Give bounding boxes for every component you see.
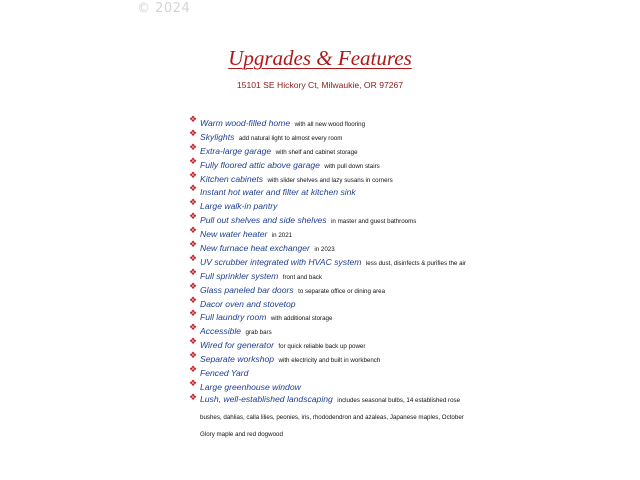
feature-note: with additional storage bbox=[270, 315, 333, 323]
feature-note: less dust, disinfects & purifies the air bbox=[365, 259, 466, 267]
diamond-dots-icon: ❖ bbox=[189, 350, 198, 361]
list-item bbox=[189, 307, 479, 321]
feature-note: to separate office or dining area bbox=[298, 287, 386, 295]
feature-name: New furnace heat exchanger bbox=[200, 243, 310, 254]
diamond-dots-icon: ❖ bbox=[189, 377, 198, 388]
list-item bbox=[189, 196, 479, 210]
diamond-dots-icon: ❖ bbox=[189, 169, 198, 180]
diamond-dots-icon: ❖ bbox=[189, 391, 198, 402]
list-item bbox=[189, 391, 479, 442]
feature-name: Full sprinkler system bbox=[200, 270, 279, 281]
list-item bbox=[189, 182, 479, 196]
feature-name: Full laundry room bbox=[200, 312, 267, 323]
feature-name: Fully floored attic above garage bbox=[200, 159, 320, 170]
feature-name: New water heater bbox=[200, 229, 268, 240]
features-list bbox=[189, 113, 479, 442]
list-item bbox=[189, 294, 479, 308]
feature-name: Lush, well-established landscaping bbox=[200, 393, 333, 404]
list-item bbox=[189, 210, 479, 224]
diamond-dots-icon: ❖ bbox=[189, 364, 198, 375]
feature-note: in 2021 bbox=[271, 232, 293, 240]
feature-name: Warm wood-filled home bbox=[200, 118, 291, 128]
feature-note: with shelf and cabinet storage bbox=[275, 148, 358, 156]
feature-name: Dacor oven and stovetop bbox=[200, 298, 296, 309]
list-item bbox=[189, 252, 479, 266]
list-item bbox=[189, 349, 479, 363]
list-item bbox=[189, 169, 479, 183]
diamond-dots-icon: ❖ bbox=[189, 266, 198, 277]
diamond-dots-icon: ❖ bbox=[189, 252, 198, 263]
feature-note: with slider shelves and lazy susans in corners bbox=[267, 176, 393, 184]
feature-note: in master and guest bathrooms bbox=[331, 218, 417, 226]
feature-note: front and back bbox=[282, 273, 322, 281]
feature-note: with pull down stairs bbox=[324, 162, 380, 170]
list-item bbox=[189, 266, 479, 280]
feature-note: with electricity and built in workbench bbox=[278, 357, 381, 365]
feature-name: UV scrubber integrated with HVAC system bbox=[200, 256, 362, 267]
diamond-dots-icon: ❖ bbox=[189, 127, 198, 138]
page-title: Upgrades & Features bbox=[228, 46, 412, 70]
feature-name: Skylights bbox=[200, 131, 235, 142]
feature-note: grab bars bbox=[245, 329, 272, 337]
list-item bbox=[189, 155, 479, 169]
list-item bbox=[189, 113, 479, 127]
feature-name: Large walk-in pantry bbox=[200, 201, 278, 212]
feature-name: Separate workshop bbox=[200, 354, 275, 365]
diamond-dots-icon: ❖ bbox=[189, 308, 198, 319]
diamond-dots-icon: ❖ bbox=[189, 155, 198, 166]
feature-name: Pull out shelves and side shelves bbox=[200, 215, 327, 226]
diamond-dots-icon: ❖ bbox=[189, 211, 198, 222]
list-item bbox=[189, 127, 479, 141]
diamond-dots-icon: ❖ bbox=[189, 183, 198, 194]
diamond-dots-icon: ❖ bbox=[189, 336, 198, 347]
feature-note: add natural light to almost every room bbox=[238, 134, 343, 142]
diamond-dots-icon: ❖ bbox=[189, 322, 198, 333]
feature-name: Instant hot water and filter at kitchen sink bbox=[200, 187, 356, 198]
property-address: 15101 SE Hickory Ct, Milwaukie, OR 97267 bbox=[236, 80, 404, 90]
feature-name: Glass paneled bar doors bbox=[200, 284, 294, 295]
feature-note: for quick reliable back up power bbox=[278, 343, 366, 351]
diamond-dots-icon: ❖ bbox=[189, 225, 198, 236]
copyright-watermark: © 2024 bbox=[137, 1, 191, 16]
list-item bbox=[189, 238, 479, 252]
diamond-dots-icon: ❖ bbox=[189, 141, 198, 152]
diamond-dots-icon: ❖ bbox=[189, 114, 198, 124]
list-item bbox=[189, 141, 479, 155]
feature-name: Wired for generator bbox=[200, 340, 274, 351]
list-item bbox=[189, 321, 479, 335]
diamond-dots-icon: ❖ bbox=[189, 239, 198, 250]
diamond-dots-icon: ❖ bbox=[189, 197, 198, 208]
list-item bbox=[189, 335, 479, 349]
feature-name: Extra-large garage bbox=[200, 145, 272, 156]
list-item bbox=[189, 363, 479, 377]
diamond-dots-icon: ❖ bbox=[189, 280, 198, 291]
feature-name: Large greenhouse window bbox=[200, 381, 301, 392]
feature-note: with all new wood flooring bbox=[294, 121, 366, 128]
feature-name: Kitchen cabinets bbox=[200, 173, 264, 184]
feature-name: Fenced Yard bbox=[200, 368, 249, 379]
list-item bbox=[189, 280, 479, 294]
feature-note: in 2023 bbox=[314, 246, 335, 254]
list-item bbox=[189, 224, 479, 238]
diamond-dots-icon: ❖ bbox=[189, 294, 198, 305]
feature-name: Accessible bbox=[200, 326, 242, 337]
feature-note: includes seasonal bulbs, 14 established rose bushes, dahlias, calla lilies, peonies, iris, rhododendron and azaleas, Japanese maples, October Glory maple and red dogwood bbox=[200, 396, 464, 438]
